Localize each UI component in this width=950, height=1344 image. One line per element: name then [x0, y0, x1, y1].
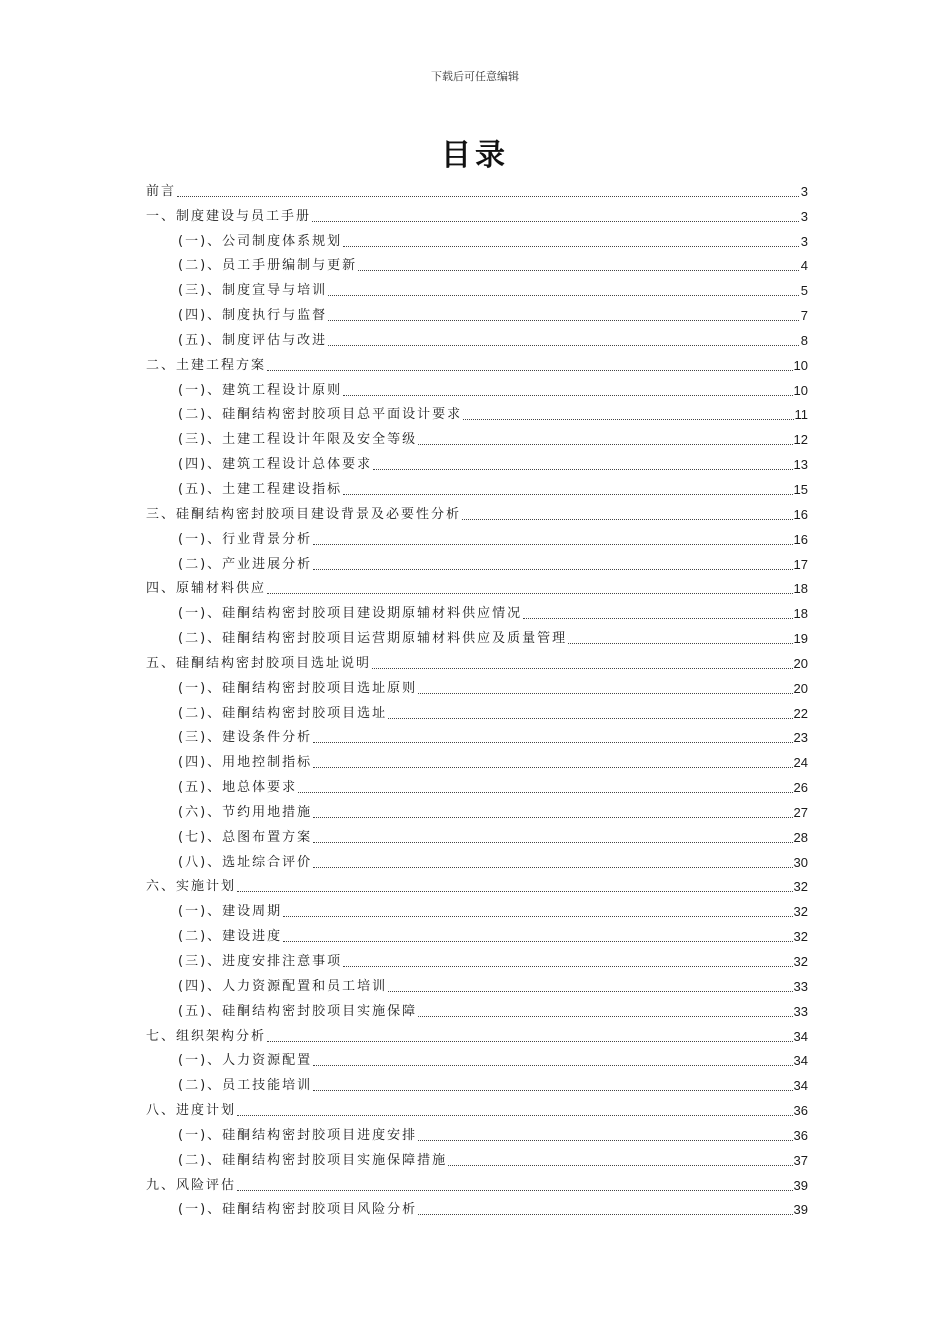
- toc-dot-leader: [523, 618, 792, 619]
- toc-section-entry[interactable]: [146, 771, 808, 796]
- toc-entry-label: 六、实施计划: [146, 879, 237, 895]
- toc-entry-label: (三)、进度安排注意事项: [178, 954, 343, 969]
- toc-entry-page-number: 23: [793, 730, 808, 746]
- toc-chapter-entry[interactable]: [146, 1020, 808, 1045]
- toc-dot-leader: [568, 643, 792, 644]
- toc-entry-page-number: 3: [800, 208, 808, 224]
- toc-entry-page-number: 37: [793, 1152, 808, 1168]
- toc-entry-page-number: 10: [793, 382, 808, 398]
- toc-section-entry[interactable]: [146, 448, 808, 473]
- toc-chapter-entry[interactable]: [146, 349, 808, 374]
- toc-section-entry[interactable]: [146, 746, 808, 771]
- toc-entry-label: (一)、建筑工程设计原则: [178, 382, 343, 398]
- toc-section-entry[interactable]: [146, 523, 808, 548]
- toc-dot-leader: [418, 693, 792, 694]
- toc-entry-page-number: 3: [800, 183, 808, 199]
- toc-entry-page-number: 22: [793, 705, 808, 721]
- toc-section-entry[interactable]: [146, 895, 808, 920]
- toc-entry-page-number: 10: [793, 357, 808, 373]
- toc-entry-page-number: 7: [800, 308, 808, 324]
- toc-entry-label: 三、硅酮结构密封胶项目建设背景及必要性分析: [146, 506, 462, 522]
- toc-entry-label: (二)、硅酮结构密封胶项目实施保障措施: [178, 1152, 448, 1168]
- toc-entry-page-number: 5: [800, 283, 808, 299]
- toc-section-entry[interactable]: [146, 250, 808, 275]
- toc-entry-page-number: 26: [793, 780, 808, 796]
- toc-dot-leader: [313, 867, 792, 868]
- toc-entry-page-number: 33: [793, 978, 808, 994]
- toc-dot-leader: [343, 494, 792, 495]
- toc-dot-leader: [312, 221, 799, 222]
- toc-entry-page-number: 16: [793, 506, 808, 522]
- toc-entry-label: (一)、行业背景分析: [178, 531, 313, 547]
- toc-entry-label: (五)、制度评估与改进: [178, 332, 328, 348]
- toc-dot-leader: [313, 842, 792, 843]
- toc-dot-leader: [237, 1190, 793, 1191]
- toc-chapter-entry[interactable]: [146, 871, 808, 896]
- toc-dot-leader: [237, 1115, 793, 1116]
- toc-entry-label: (一)、人力资源配置: [178, 1053, 313, 1069]
- toc-entry-label: (一)、硅酮结构密封胶项目建设期原辅材料供应情况: [178, 606, 523, 622]
- toc-entry-label: (一)、公司制度体系规划: [178, 233, 343, 249]
- toc-dot-leader: [418, 1214, 792, 1215]
- toc-section-entry[interactable]: [146, 473, 808, 498]
- toc-entry-label: (五)、土建工程建设指标: [178, 481, 343, 497]
- toc-dot-leader: [448, 1165, 792, 1166]
- toc-entry-label: (二)、建设进度: [178, 929, 283, 945]
- toc-section-entry[interactable]: [146, 374, 808, 399]
- toc-entry-page-number: 13: [793, 457, 808, 473]
- toc-dot-leader: [328, 320, 799, 321]
- toc-dot-leader: [462, 519, 793, 520]
- toc-chapter-entry[interactable]: [146, 1169, 808, 1194]
- toc-dot-leader: [373, 469, 792, 470]
- toc-dot-leader: [267, 370, 793, 371]
- toc-dot-leader: [313, 1065, 792, 1066]
- toc-dot-leader: [388, 718, 792, 719]
- toc-entry-page-number: 32: [793, 954, 808, 969]
- toc-entry-page-number: 18: [793, 606, 808, 622]
- toc-entry-page-number: 39: [793, 1177, 808, 1193]
- toc-dot-leader: [313, 767, 792, 768]
- toc-chapter-entry[interactable]: [146, 175, 808, 200]
- toc-entry-page-number: 39: [793, 1202, 808, 1218]
- toc-dot-leader: [313, 817, 792, 818]
- toc-entry-page-number: 11: [794, 407, 808, 423]
- toc-entry-label: 八、进度计划: [146, 1103, 237, 1119]
- toc-section-entry[interactable]: [146, 945, 808, 970]
- toc-dot-leader: [283, 941, 792, 942]
- toc-entry-page-number: 4: [800, 258, 808, 274]
- toc-dot-leader: [372, 668, 793, 669]
- toc-entry-label: (二)、硅酮结构密封胶项目选址: [178, 705, 388, 721]
- toc-dot-leader: [298, 792, 792, 793]
- toc-entry-label: 前言: [146, 183, 177, 199]
- toc-entry-label: 二、土建工程方案: [146, 357, 267, 373]
- toc-entry-label: (五)、硅酮结构密封胶项目实施保障: [178, 1003, 418, 1019]
- toc-section-entry[interactable]: [146, 970, 808, 995]
- table-of-contents: [146, 175, 808, 1218]
- toc-entry-page-number: 33: [793, 1003, 808, 1019]
- toc-chapter-entry[interactable]: [146, 200, 808, 225]
- toc-entry-page-number: 24: [793, 755, 808, 771]
- toc-entry-label: (四)、用地控制指标: [178, 755, 313, 771]
- toc-dot-leader: [283, 916, 792, 917]
- toc-entry-page-number: 32: [793, 904, 808, 920]
- toc-section-entry[interactable]: [146, 722, 808, 747]
- toc-dot-leader: [177, 196, 799, 197]
- toc-dot-leader: [343, 966, 792, 967]
- toc-entry-label: (一)、硅酮结构密封胶项目风险分析: [178, 1202, 418, 1218]
- toc-entry-page-number: 3: [800, 233, 808, 249]
- toc-section-entry[interactable]: [146, 1144, 808, 1169]
- toc-dot-leader: [358, 270, 799, 271]
- toc-section-entry[interactable]: [146, 324, 808, 349]
- toc-section-entry[interactable]: [146, 697, 808, 722]
- toc-dot-leader: [463, 419, 793, 420]
- toc-entry-page-number: 12: [793, 432, 808, 448]
- toc-dot-leader: [388, 991, 792, 992]
- toc-entry-label: (四)、建筑工程设计总体要求: [178, 457, 373, 473]
- toc-entry-label: (二)、硅酮结构密封胶项目运营期原辅材料供应及质量管理: [178, 631, 568, 647]
- toc-section-entry[interactable]: [146, 796, 808, 821]
- toc-entry-page-number: 20: [793, 655, 808, 671]
- toc-entry-label: (四)、人力资源配置和员工培训: [178, 978, 388, 994]
- toc-entry-label: (一)、硅酮结构密封胶项目进度安排: [178, 1127, 418, 1143]
- toc-section-entry[interactable]: [146, 821, 808, 846]
- toc-section-entry[interactable]: [146, 1045, 808, 1070]
- toc-section-entry[interactable]: [146, 622, 808, 647]
- toc-entry-label: (二)、硅酮结构密封胶项目总平面设计要求: [178, 407, 463, 423]
- toc-entry-page-number: 17: [793, 556, 808, 572]
- toc-section-entry[interactable]: [146, 274, 808, 299]
- toc-dot-leader: [313, 544, 792, 545]
- toc-entry-page-number: 28: [793, 829, 808, 845]
- toc-dot-leader: [267, 593, 793, 594]
- toc-entry-label: (四)、制度执行与监督: [178, 308, 328, 324]
- toc-dot-leader: [328, 295, 799, 296]
- toc-section-entry[interactable]: [146, 299, 808, 324]
- toc-dot-leader: [343, 246, 799, 247]
- toc-entry-label: 五、硅酮结构密封胶项目选址说明: [146, 655, 372, 671]
- toc-entry-label: (三)、建设条件分析: [178, 730, 313, 746]
- toc-entry-label: 七、组织架构分析: [146, 1028, 267, 1044]
- toc-entry-page-number: 20: [793, 680, 808, 696]
- toc-chapter-entry[interactable]: [146, 498, 808, 523]
- toc-entry-page-number: 18: [793, 581, 808, 597]
- toc-entry-label: (六)、节约用地措施: [178, 804, 313, 820]
- toc-entry-label: (一)、硅酮结构密封胶项目选址原则: [178, 680, 418, 696]
- toc-chapter-entry[interactable]: [146, 1094, 808, 1119]
- toc-section-entry[interactable]: [146, 597, 808, 622]
- toc-dot-leader: [237, 891, 793, 892]
- toc-entry-page-number: 36: [793, 1103, 808, 1119]
- toc-entry-page-number: 34: [793, 1078, 808, 1094]
- toc-entry-label: 一、制度建设与员工手册: [146, 208, 312, 224]
- toc-entry-page-number: 34: [793, 1053, 808, 1069]
- toc-entry-label: 四、原辅材料供应: [146, 581, 267, 597]
- toc-dot-leader: [267, 1041, 793, 1042]
- toc-dot-leader: [418, 1016, 792, 1017]
- toc-dot-leader: [313, 742, 792, 743]
- toc-dot-leader: [418, 444, 792, 445]
- toc-section-entry[interactable]: [146, 846, 808, 871]
- toc-entry-page-number: 16: [793, 531, 808, 547]
- toc-section-entry[interactable]: [146, 920, 808, 945]
- toc-section-entry[interactable]: [146, 672, 808, 697]
- toc-entry-page-number: 27: [793, 804, 808, 820]
- toc-dot-leader: [343, 395, 792, 396]
- toc-section-entry[interactable]: [146, 399, 808, 424]
- toc-entry-page-number: 8: [800, 332, 808, 348]
- page-title: 目录: [441, 138, 509, 173]
- toc-chapter-entry[interactable]: [146, 573, 808, 598]
- toc-entry-page-number: 34: [793, 1028, 808, 1044]
- toc-section-entry[interactable]: [146, 1194, 808, 1219]
- toc-dot-leader: [313, 1090, 792, 1091]
- toc-entry-page-number: 30: [793, 854, 808, 870]
- toc-section-entry[interactable]: [146, 423, 808, 448]
- toc-dot-leader: [313, 569, 792, 570]
- header-note: 下载后可任意编辑: [431, 70, 519, 83]
- toc-entry-page-number: 36: [793, 1127, 808, 1143]
- toc-entry-page-number: 32: [793, 879, 808, 895]
- toc-entry-label: (七)、总图布置方案: [178, 829, 313, 845]
- toc-entry-page-number: 15: [793, 481, 808, 497]
- toc-section-entry[interactable]: [146, 995, 808, 1020]
- toc-entry-label: (二)、产业进展分析: [178, 556, 313, 572]
- toc-entry-label: (三)、制度宣导与培训: [178, 283, 328, 299]
- toc-section-entry[interactable]: [146, 548, 808, 573]
- toc-entry-label: (一)、建设周期: [178, 904, 283, 920]
- toc-entry-label: (五)、地总体要求: [178, 780, 298, 796]
- toc-entry-label: 九、风险评估: [146, 1177, 237, 1193]
- toc-section-entry[interactable]: [146, 1119, 808, 1144]
- toc-entry-page-number: 19: [793, 631, 808, 647]
- toc-section-entry[interactable]: [146, 225, 808, 250]
- toc-entry-label: (八)、选址综合评价: [178, 854, 313, 870]
- toc-entry-page-number: 32: [793, 929, 808, 945]
- toc-entry-label: (二)、员工手册编制与更新: [178, 258, 358, 274]
- toc-section-entry[interactable]: [146, 1069, 808, 1094]
- toc-dot-leader: [328, 345, 799, 346]
- toc-chapter-entry[interactable]: [146, 647, 808, 672]
- toc-dot-leader: [418, 1140, 792, 1141]
- toc-entry-label: (二)、员工技能培训: [178, 1078, 313, 1094]
- toc-entry-label: (三)、土建工程设计年限及安全等级: [178, 432, 418, 448]
